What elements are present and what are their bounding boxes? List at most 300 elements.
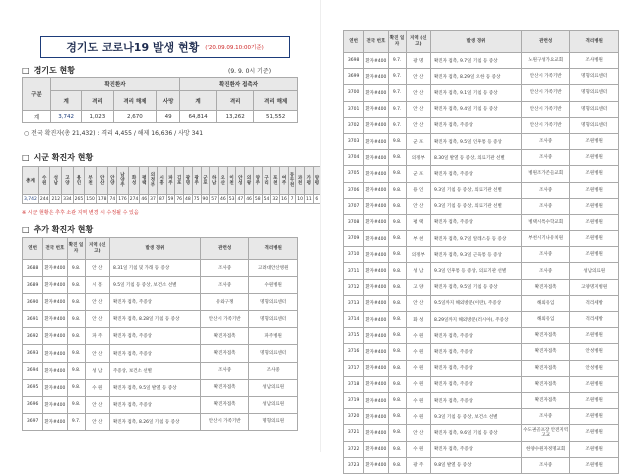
cell-route: 확진자 접촉, 주증상 — [430, 344, 521, 360]
cell-rel: 조사중 — [521, 409, 570, 425]
cell-no: 3708 — [344, 214, 364, 230]
district-header: 안성 — [236, 167, 245, 195]
cell-no: 3701 — [344, 101, 364, 117]
district-header: 여주 — [280, 167, 289, 195]
cell-hosp: 명형의료센터 — [249, 311, 298, 328]
cell-natl: 환자#400 — [43, 379, 67, 396]
table-row — [344, 198, 619, 214]
cell-no: 3712 — [344, 279, 364, 295]
column-header: 지역 (신고) — [406, 31, 430, 53]
cell-date: 9.8. — [67, 311, 85, 328]
cell-rel: 수도권골프장 안전지역고교 — [521, 425, 570, 441]
national-summary: ○ 전국 확진자(총 21,432) : 격리 4,455 / 해제 16,636 / 사망 341 — [24, 130, 204, 137]
cell-rel: 해외유입 — [521, 312, 570, 328]
cell-rel: 확진자접촉 — [521, 344, 570, 360]
district-value: 178 — [97, 196, 107, 202]
cell-hosp: 안성병원 — [570, 360, 619, 376]
district-header: 용인 — [73, 167, 85, 195]
cell-natl: 환자#400 — [43, 396, 67, 413]
cell-date: 9.8. — [388, 231, 406, 247]
cell-date: 9.8. — [388, 263, 406, 279]
district-header: 부천 — [85, 167, 97, 195]
cell-hosp: 조원병원 — [570, 133, 619, 149]
cell-region: 안 산 — [85, 413, 109, 430]
cell-rel: 확진자접촉 — [521, 360, 570, 376]
cell-hosp: 수원병원 — [249, 277, 298, 294]
table-row — [23, 379, 298, 396]
table-row — [344, 376, 619, 392]
cell-hosp: 조원병원 — [570, 457, 619, 473]
status-sub-header: 격리 해제 — [113, 91, 157, 111]
status-sub-header: 계 — [51, 91, 82, 111]
status-row-label: 계 — [23, 111, 51, 123]
district-value: 58 — [254, 196, 261, 202]
cell-date: 9.8. — [388, 312, 406, 328]
cell-date: 9.7. — [388, 53, 406, 69]
cell-region: 성 남 — [85, 362, 109, 379]
cell-route: 확진자 접촉, 9.5일 인후통 등 증상 — [430, 133, 521, 149]
cell-rel: 확진자접촉 — [200, 328, 249, 345]
district-header: 포천 — [271, 167, 280, 195]
cell-natl: 환자#400 — [364, 182, 388, 198]
table-row — [23, 260, 298, 277]
cell-no: 3714 — [344, 312, 364, 328]
cell-region: 부 천 — [406, 231, 430, 247]
cell-natl: 환자#400 — [43, 277, 67, 294]
cell-date: 9.8. — [67, 396, 85, 413]
cell-region: 수 원 — [406, 328, 430, 344]
cell-date: 9.8. — [388, 425, 406, 441]
district-value: 46 — [141, 196, 148, 202]
district-value: 10 — [297, 196, 303, 202]
table-row — [344, 53, 619, 69]
cell-rel: 안산시 가족기반 — [521, 101, 570, 117]
district-value: 176 — [118, 196, 127, 202]
district-value: 244 — [39, 196, 49, 202]
cell-region: 안 산 — [406, 101, 430, 117]
cell-rel: 한양수원자정명교회 — [521, 441, 570, 457]
cell-region: 안 산 — [406, 85, 430, 101]
cell-rel: 확진자접촉 — [521, 328, 570, 344]
district-value: 16 — [281, 196, 287, 202]
cell-hosp: 조사중 — [249, 362, 298, 379]
cell-hosp: 조원병원 — [570, 441, 619, 457]
district-header: 수원 — [38, 167, 50, 195]
cell-no: 3710 — [344, 247, 364, 263]
district-value: 32 — [272, 196, 279, 202]
table-row — [344, 231, 619, 247]
district-header: 파주 — [166, 167, 175, 195]
district-value: 76 — [176, 196, 183, 202]
cell-date: 9.8. — [388, 295, 406, 311]
cell-natl: 환자#400 — [364, 198, 388, 214]
column-header: 발생 경위 — [109, 238, 200, 260]
status-date: (9. 9. 0시 기준) — [228, 68, 272, 75]
cell-rel: 확진자접촉 — [521, 392, 570, 408]
cell-rel: 안산시 가족기반 — [521, 85, 570, 101]
cell-natl: 환자#400 — [364, 312, 388, 328]
district-value: 274 — [129, 196, 139, 202]
district-value: 212 — [51, 196, 61, 202]
district-header: 광주 — [192, 167, 201, 195]
cell-natl: 환자#400 — [364, 53, 388, 69]
table-row — [344, 117, 619, 133]
district-header: 시흥 — [157, 167, 166, 195]
district-header: 군포 — [201, 167, 210, 195]
district-value: 46 — [246, 196, 252, 202]
district-value: 48 — [185, 196, 191, 202]
section-status-label: 경기도 현황 — [33, 66, 75, 75]
cell-date: 9.8. — [388, 198, 406, 214]
cell-route: 확진자 접촉, 주증상 — [430, 360, 521, 376]
additional-cases-table-continued — [343, 30, 619, 474]
title-date: ('20.09.09.10:00기준) — [205, 45, 264, 51]
cell-rel: 안산시 가족기반 — [200, 311, 249, 328]
cell-no: 3706 — [344, 182, 364, 198]
cell-natl: 환자#400 — [43, 328, 67, 345]
table-row — [23, 413, 298, 430]
cell-hosp: 조원병원 — [570, 231, 619, 247]
cell-natl: 환자#400 — [364, 263, 388, 279]
cell-date: 9.8. — [388, 133, 406, 149]
table-row — [344, 457, 619, 473]
cell-hosp: 성남의료원 — [249, 396, 298, 413]
cell-no: 3713 — [344, 295, 364, 311]
table-row — [344, 328, 619, 344]
district-header: 화성 — [128, 167, 140, 195]
cell-no: 3720 — [344, 409, 364, 425]
cell-date: 9.8. — [388, 166, 406, 182]
cell-route: 확진자 접촉, 주증상 — [109, 328, 200, 345]
cell-natl: 환자#400 — [364, 214, 388, 230]
column-header: 연번 — [23, 238, 43, 260]
cell-natl: 환자#400 — [43, 345, 67, 362]
cell-hosp: 조원병원 — [570, 150, 619, 166]
cell-no: 3717 — [344, 360, 364, 376]
district-header: 이천 — [227, 167, 236, 195]
cell-hosp: 조원병원 — [570, 425, 619, 441]
cell-region: 시 흥 — [85, 277, 109, 294]
cell-route: 확진자 접촉, 8.26일 기침 등 증상 — [109, 413, 200, 430]
cell-date: 9.8. — [388, 279, 406, 295]
cell-route: 확진자 접촉, 9.6일 기침 등 증상 — [430, 425, 521, 441]
cell-route: 8.31일 기침 및 가래 등 증상 — [109, 260, 200, 277]
district-value: 150 — [86, 196, 95, 202]
cell-route: 주증상, 보건소 선별 — [109, 362, 200, 379]
cell-region: 성 남 — [406, 263, 430, 279]
district-header: 성남 — [50, 167, 62, 195]
cell-date: 9.8. — [388, 441, 406, 457]
table-row — [344, 133, 619, 149]
cell-no: 3699 — [344, 69, 364, 85]
district-table — [22, 166, 339, 204]
column-header: 전국 번호 — [364, 31, 388, 53]
cell-date: 9.8. — [388, 376, 406, 392]
table-row — [23, 396, 298, 413]
status-value: 64,814 — [180, 111, 217, 123]
cell-no: 3698 — [344, 53, 364, 69]
status-sub-header: 격리 — [82, 91, 113, 111]
cell-route: 확진자 접촉, 주증상 — [430, 214, 521, 230]
cell-route: 9.3일 기침 등 증상, 의료기관 선별 — [430, 198, 521, 214]
cell-hosp: 명형의료센터 — [570, 101, 619, 117]
district-header: 안양 — [108, 167, 117, 195]
cell-hosp: 조원병원 — [570, 166, 619, 182]
status-value: 51,552 — [254, 111, 298, 123]
district-header: 의왕 — [245, 167, 254, 195]
cell-no: 3689 — [23, 277, 43, 294]
cell-date: 9.7. — [388, 117, 406, 133]
district-value: 59 — [167, 196, 174, 202]
cell-date: 9.8. — [67, 362, 85, 379]
cell-rel: 조사중 — [200, 362, 249, 379]
district-header: 고양 — [62, 167, 74, 195]
cell-hosp: 조원병원 — [570, 182, 619, 198]
cell-date: 9.8. — [388, 247, 406, 263]
cell-region: 안 산 — [85, 396, 109, 413]
cell-region: 의정부 — [406, 150, 430, 166]
cell-natl: 환자#400 — [364, 150, 388, 166]
cell-rel: 확진자접촉 — [521, 279, 570, 295]
status-sub-header: 격리 해제 — [254, 91, 298, 111]
cell-rel: 안산시 가족기반 — [521, 117, 570, 133]
right-page — [320, 0, 640, 469]
cell-region: 안 산 — [406, 198, 430, 214]
additional-cases-table — [22, 237, 298, 431]
district-total-value: 3,742 — [24, 196, 37, 202]
column-header: 관련성 — [200, 238, 249, 260]
section-additional-heading — [22, 224, 93, 235]
cell-region: 안 산 — [85, 345, 109, 362]
cell-no: 3694 — [23, 362, 43, 379]
cell-date: 9.7. — [388, 69, 406, 85]
cell-date: 9.8. — [388, 150, 406, 166]
cell-hosp: 조원병원 — [570, 328, 619, 344]
table-row — [344, 441, 619, 457]
district-value: 57 — [211, 196, 217, 202]
cell-rel: 조사중 — [200, 277, 249, 294]
left-page — [0, 0, 320, 452]
cell-date: 9.8. — [67, 379, 85, 396]
cell-hosp: 격리세방 — [570, 295, 619, 311]
cell-no: 3695 — [23, 379, 43, 396]
column-header: 전국 번호 — [43, 238, 67, 260]
cell-region: 광 주 — [406, 457, 430, 473]
cell-rel: 안산시 가족기반 — [521, 69, 570, 85]
cell-rel: 확진자접촉 — [200, 379, 249, 396]
status-sub-header: 사망 — [157, 91, 180, 111]
cell-hosp: 조원병원 — [570, 198, 619, 214]
table-row — [23, 294, 298, 311]
table-row — [23, 311, 298, 328]
column-header: 격리병원 — [249, 238, 298, 260]
cell-date: 9.8. — [67, 277, 85, 294]
cell-date: 9.8. — [388, 409, 406, 425]
cell-route: 확진자 접촉, 주증상 — [430, 392, 521, 408]
cell-route: 9.3일 인후통 등 증상, 의료기관 선별 — [430, 263, 521, 279]
table-row — [344, 101, 619, 117]
cell-hosp: 조사병원 — [570, 53, 619, 69]
cell-date: 9.8. — [388, 457, 406, 473]
cell-no: 3709 — [344, 231, 364, 247]
cell-route: 확진자 접촉, 주증상 — [109, 396, 200, 413]
cell-no: 3723 — [344, 457, 364, 473]
section-district-heading — [22, 152, 93, 163]
cell-natl: 환자#400 — [364, 295, 388, 311]
cell-region: 안 산 — [85, 294, 109, 311]
district-value: 53 — [228, 196, 235, 202]
district-header: 남양주 — [117, 167, 129, 195]
cell-no: 3705 — [344, 166, 364, 182]
table-row — [23, 328, 298, 345]
cell-rel: 확진자접촉 — [200, 396, 249, 413]
cell-route: 확진자 접촉, 9.3일 근육통 등 증상 — [430, 247, 521, 263]
cell-rel: 조사중 — [521, 263, 570, 279]
district-value: 7 — [288, 195, 295, 204]
column-header: 확진 일자 — [67, 238, 85, 260]
cell-natl: 환자#400 — [364, 69, 388, 85]
cell-natl: 환자#400 — [43, 260, 67, 277]
cell-natl: 환자#400 — [364, 117, 388, 133]
table-row — [344, 214, 619, 230]
cell-no: 3692 — [23, 328, 43, 345]
cell-route: 9.5일 기침 등 증상, 보건소 선별 — [109, 277, 200, 294]
cell-rel: 조사중 — [521, 133, 570, 149]
column-header: 확진 일자 — [388, 31, 406, 53]
status-confirmed-header: 확진환자 — [51, 78, 180, 91]
status-value: 13,262 — [217, 111, 254, 123]
status-value: 1,023 — [82, 111, 113, 123]
cell-date: 9.8. — [388, 344, 406, 360]
cell-hosp: 성남의료원 — [249, 379, 298, 396]
status-contacts-header: 확진환자 접촉자 — [180, 78, 298, 91]
cell-region: 파 주 — [85, 328, 109, 345]
district-value: 46 — [219, 196, 226, 202]
table-row — [344, 344, 619, 360]
cell-hosp: 명형의료센터 — [570, 117, 619, 133]
district-value: 87 — [158, 196, 165, 202]
cell-route: 확진자 접촉, 9.7일 알레스등 등 증상 — [430, 231, 521, 247]
cell-no: 3696 — [23, 396, 43, 413]
table-row — [344, 166, 619, 182]
cell-region: 수 원 — [406, 344, 430, 360]
cell-hosp: 조원병원 — [570, 392, 619, 408]
cell-route: 확진자 접촉, 주증상 — [430, 117, 521, 133]
district-value: 265 — [74, 196, 84, 202]
district-value: 90 — [202, 196, 209, 202]
cell-hosp: 명형의료센터 — [570, 85, 619, 101]
cell-rel: 조사중 — [521, 150, 570, 166]
cell-natl: 환자#400 — [364, 101, 388, 117]
cell-no: 3711 — [344, 263, 364, 279]
cell-route: 확진자 접촉, 9.1일 기침 등 증상 — [430, 85, 521, 101]
section-district-label: 시군 확진자 현황 — [33, 153, 94, 162]
cell-route: 8.30일 발열 등 증상, 의료기관 선별 — [430, 150, 521, 166]
district-value: 334 — [63, 196, 72, 202]
status-gubun-header: 구분 — [23, 78, 51, 111]
table-row — [344, 295, 619, 311]
table-row — [23, 362, 298, 379]
cell-route: 확진자 접촉, 주증상 — [430, 376, 521, 392]
district-value: 75 — [193, 196, 200, 202]
cell-date: 9.8. — [388, 360, 406, 376]
district-value: 74 — [109, 196, 116, 202]
table-row — [344, 150, 619, 166]
column-header: 연번 — [344, 31, 364, 53]
cell-region: 수 원 — [406, 360, 430, 376]
cell-route: 확진자 접촉, 9.5일 기침 등 증상 — [430, 279, 521, 295]
cell-rel: 부천시기나유치원 — [521, 231, 570, 247]
column-header: 관련성 — [521, 31, 570, 53]
cell-region: 평 택 — [406, 214, 430, 230]
district-value: 54 — [263, 196, 270, 202]
cell-natl: 환자#400 — [364, 409, 388, 425]
cell-no: 3700 — [344, 85, 364, 101]
cell-no: 3707 — [344, 198, 364, 214]
column-header: 지역 (신고) — [85, 238, 109, 260]
cell-region: 수 원 — [406, 376, 430, 392]
cell-region: 안 산 — [406, 69, 430, 85]
district-header: 동두천 — [288, 167, 295, 195]
cell-natl: 환자#400 — [364, 328, 388, 344]
status-value: 49 — [157, 111, 180, 123]
section-additional-label: 추가 확진자 현황 — [33, 225, 94, 234]
cell-rel: 조사중 — [521, 457, 570, 473]
cell-region: 수 원 — [406, 409, 430, 425]
district-header: 의정부 — [149, 167, 158, 195]
cell-region: 의정부 — [406, 247, 430, 263]
cell-natl: 환자#400 — [43, 362, 67, 379]
table-row — [344, 247, 619, 263]
cell-hosp: 파주병원 — [249, 328, 298, 345]
cell-region: 안 산 — [85, 311, 109, 328]
cell-region: 수 원 — [85, 379, 109, 396]
cell-natl: 환자#400 — [364, 85, 388, 101]
cell-hosp: 성남의료원 — [570, 263, 619, 279]
table-row — [23, 277, 298, 294]
district-header: 안산 — [96, 167, 108, 195]
cell-region: 안 산 — [406, 295, 430, 311]
status-value: 2,670 — [113, 111, 157, 123]
cell-route: 확진자 접촉, 9.5일 발열 등 증상 — [109, 379, 200, 396]
cell-natl: 환자#400 — [364, 376, 388, 392]
table-row — [23, 345, 298, 362]
cell-region: 고 양 — [406, 279, 430, 295]
cell-route: 확진자 접촉, 주증상 — [109, 294, 200, 311]
status-table — [22, 77, 298, 123]
cell-natl: 환자#400 — [364, 231, 388, 247]
cell-date: 9.8. — [67, 328, 85, 345]
cell-route: 확진자 접촉, 9.7일 기침 등 증상 — [430, 53, 521, 69]
cell-no: 3704 — [344, 150, 364, 166]
column-header: 발생 경위 — [430, 31, 521, 53]
cell-hosp: 고려대안산병원 — [249, 260, 298, 277]
cell-hosp: 명형의료센터 — [570, 69, 619, 85]
cell-date: 9.8. — [388, 392, 406, 408]
cell-route: 확진자 접촉, 주증상 — [430, 328, 521, 344]
cell-route: 8.29일까지 해외방문(러시아), 주증상 — [430, 312, 521, 328]
cell-no: 3688 — [23, 260, 43, 277]
cell-hosp: 명형의료원 — [249, 413, 298, 430]
district-value: 6 — [313, 195, 320, 204]
table-row — [344, 409, 619, 425]
district-header: 가평 — [304, 167, 313, 195]
table-row — [344, 263, 619, 279]
cell-natl: 환자#400 — [364, 247, 388, 263]
cell-hosp: 조원병원 — [570, 376, 619, 392]
cell-hosp: 명형의료센터 — [249, 345, 298, 362]
title-text: 경기도 코로나19 발생 현황 — [66, 41, 200, 54]
